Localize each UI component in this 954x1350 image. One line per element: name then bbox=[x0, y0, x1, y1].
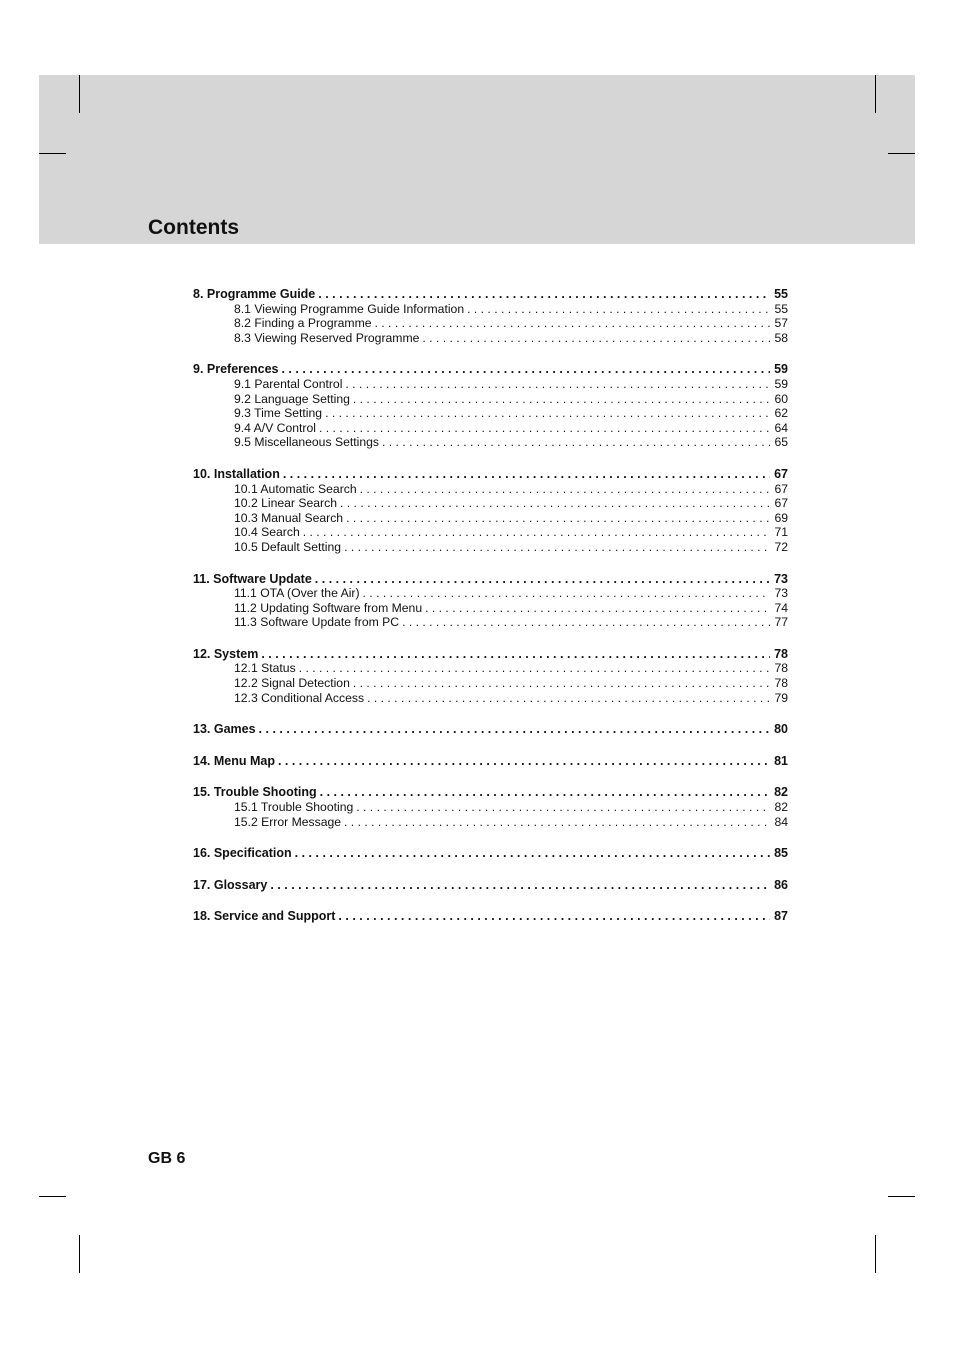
dot-leader bbox=[375, 316, 771, 331]
dot-leader bbox=[345, 377, 770, 392]
toc-entry-page: 72 bbox=[774, 539, 788, 554]
toc-entry-page: 78 bbox=[774, 661, 788, 676]
toc-entry-label: 10.3 Manual Search bbox=[234, 510, 344, 525]
dot-leader bbox=[353, 392, 771, 407]
toc-entry-page: 82 bbox=[774, 800, 788, 815]
dot-leader bbox=[360, 482, 771, 497]
dot-leader bbox=[344, 540, 770, 555]
toc-entry-label: 10.1 Automatic Search bbox=[234, 481, 357, 496]
toc-entry-page: 85 bbox=[774, 846, 788, 861]
toc-entry-label: 8.3 Viewing Reserved Programme bbox=[234, 330, 420, 345]
toc-entry-label: 11.1 OTA (Over the Air) bbox=[234, 586, 360, 601]
dot-leader bbox=[346, 511, 770, 526]
toc-entry-label: 12. System bbox=[193, 646, 259, 661]
crop-mark bbox=[79, 75, 80, 113]
toc-entry-label: 9.3 Time Setting bbox=[234, 406, 323, 421]
dot-leader bbox=[356, 800, 770, 815]
toc-entry-page: 78 bbox=[774, 676, 788, 691]
dot-leader bbox=[367, 691, 770, 706]
toc-subsection-entry[interactable] bbox=[193, 435, 788, 450]
toc-subsection-entry[interactable] bbox=[193, 691, 788, 706]
toc-entry-page: 71 bbox=[774, 525, 788, 540]
dot-leader bbox=[278, 754, 770, 769]
dot-leader bbox=[318, 287, 770, 302]
dot-leader bbox=[363, 586, 771, 601]
toc-entry-label: 10.4 Search bbox=[234, 525, 300, 540]
toc-chapter-entry[interactable] bbox=[193, 846, 788, 861]
dot-leader bbox=[344, 815, 770, 830]
toc-entry-label: 12.2 Signal Detection bbox=[234, 676, 350, 691]
page-number: GB 6 bbox=[148, 1150, 186, 1167]
toc-entry-page: 67 bbox=[774, 466, 788, 481]
toc-entry-page: 67 bbox=[774, 481, 788, 496]
toc-entry-label: 13. Games bbox=[193, 722, 256, 737]
dot-leader bbox=[319, 421, 770, 436]
toc-section bbox=[193, 754, 788, 769]
toc-entry-label: 11.3 Software Update from PC bbox=[234, 615, 400, 630]
toc-entry-page: 73 bbox=[774, 586, 788, 601]
toc-chapter-entry[interactable] bbox=[193, 467, 788, 482]
toc-chapter-entry[interactable] bbox=[193, 754, 788, 769]
toc-entry-label: 12.1 Status bbox=[234, 661, 296, 676]
toc-section bbox=[193, 878, 788, 893]
toc-entry-label: 10. Installation bbox=[193, 466, 280, 481]
toc-subsection-entry[interactable] bbox=[193, 392, 788, 407]
toc-section bbox=[193, 362, 788, 450]
dot-leader bbox=[338, 909, 770, 924]
dot-leader bbox=[295, 846, 770, 861]
toc-entry-label: 9.2 Language Setting bbox=[234, 391, 350, 406]
dot-leader bbox=[402, 615, 770, 630]
toc-section bbox=[193, 572, 788, 630]
toc-subsection-entry[interactable] bbox=[193, 377, 788, 392]
crop-mark bbox=[875, 75, 876, 113]
toc-entry-page: 77 bbox=[774, 615, 788, 630]
toc-subsection-entry[interactable] bbox=[193, 676, 788, 691]
toc-section bbox=[193, 909, 788, 924]
toc-section bbox=[193, 647, 788, 705]
toc-entry-label: 15.2 Error Message bbox=[234, 814, 342, 829]
table-of-contents bbox=[193, 287, 788, 941]
toc-entry-label: 11. Software Update bbox=[193, 571, 312, 586]
dot-leader bbox=[270, 878, 770, 893]
toc-entry-page: 62 bbox=[774, 406, 788, 421]
toc-chapter-entry[interactable] bbox=[193, 647, 788, 662]
toc-entry-label: 16. Specification bbox=[193, 846, 292, 861]
toc-subsection-entry[interactable] bbox=[193, 482, 788, 497]
toc-entry-label: 18. Service and Support bbox=[193, 909, 336, 924]
dot-leader bbox=[353, 676, 771, 691]
toc-entry-page: 55 bbox=[774, 287, 788, 301]
toc-entry-label: 8. Programme Guide bbox=[193, 287, 316, 301]
toc-entry-page: 58 bbox=[774, 330, 788, 345]
crop-mark bbox=[888, 1196, 915, 1197]
toc-entry-label: 8.2 Finding a Programme bbox=[234, 316, 372, 331]
dot-leader bbox=[283, 467, 770, 482]
dot-leader bbox=[422, 331, 770, 346]
toc-entry-page: 87 bbox=[774, 909, 788, 924]
toc-chapter-entry[interactable] bbox=[193, 362, 788, 377]
toc-subsection-entry[interactable] bbox=[193, 661, 788, 676]
toc-entry-label: 15.1 Trouble Shooting bbox=[234, 800, 354, 815]
crop-mark bbox=[888, 153, 915, 154]
dot-leader bbox=[303, 525, 771, 540]
dot-leader bbox=[261, 647, 770, 662]
toc-entry-page: 69 bbox=[774, 510, 788, 525]
toc-entry-page: 64 bbox=[774, 420, 788, 435]
toc-chapter-entry[interactable] bbox=[193, 722, 788, 737]
toc-entry-label: 9.4 A/V Control bbox=[234, 420, 316, 435]
toc-section bbox=[193, 846, 788, 861]
toc-subsection-entry[interactable] bbox=[193, 302, 788, 317]
toc-subsection-entry[interactable] bbox=[193, 586, 788, 601]
toc-entry-page: 74 bbox=[774, 600, 788, 615]
dot-leader bbox=[382, 435, 770, 450]
toc-subsection-entry[interactable] bbox=[193, 800, 788, 815]
toc-subsection-entry[interactable] bbox=[193, 540, 788, 555]
toc-entry-page: 82 bbox=[774, 785, 788, 800]
toc-entry-label: 14. Menu Map bbox=[193, 753, 275, 768]
toc-subsection-entry[interactable] bbox=[193, 615, 788, 630]
toc-section bbox=[193, 785, 788, 829]
toc-entry-page: 59 bbox=[774, 362, 788, 377]
toc-entry-page: 60 bbox=[774, 391, 788, 406]
dot-leader bbox=[315, 572, 770, 587]
toc-entry-page: 78 bbox=[774, 646, 788, 661]
toc-entry-page: 65 bbox=[774, 435, 788, 450]
toc-entry-label: 12.3 Conditional Access bbox=[234, 690, 365, 705]
toc-chapter-entry[interactable] bbox=[193, 785, 788, 800]
toc-chapter-entry[interactable] bbox=[193, 287, 788, 302]
toc-entry-label: 9.1 Parental Control bbox=[234, 376, 343, 391]
toc-entry-label: 15. Trouble Shooting bbox=[193, 785, 317, 800]
crop-mark bbox=[875, 1235, 876, 1273]
toc-entry-label: 9.5 Miscellaneous Settings bbox=[234, 435, 379, 450]
toc-entry-label: 10.2 Linear Search bbox=[234, 496, 337, 511]
toc-entry-page: 79 bbox=[774, 690, 788, 705]
crop-mark bbox=[39, 1196, 66, 1197]
toc-entry-page: 81 bbox=[774, 753, 788, 768]
toc-subsection-entry[interactable] bbox=[193, 406, 788, 421]
toc-entry-page: 86 bbox=[774, 877, 788, 892]
crop-mark bbox=[39, 153, 66, 154]
toc-chapter-entry[interactable] bbox=[193, 878, 788, 893]
toc-section bbox=[193, 287, 788, 345]
dot-leader bbox=[259, 722, 771, 737]
toc-entry-page: 67 bbox=[774, 496, 788, 511]
toc-subsection-entry[interactable] bbox=[193, 815, 788, 830]
toc-chapter-entry[interactable] bbox=[193, 572, 788, 587]
toc-section bbox=[193, 722, 788, 737]
toc-subsection-entry[interactable] bbox=[193, 601, 788, 616]
toc-entry-label: 17. Glossary bbox=[193, 877, 268, 892]
toc-entry-label: 8.1 Viewing Programme Guide Information bbox=[234, 301, 465, 316]
toc-entry-page: 84 bbox=[774, 814, 788, 829]
toc-entry-label: 9. Preferences bbox=[193, 362, 279, 377]
dot-leader bbox=[299, 661, 771, 676]
toc-entry-label: 10.5 Default Setting bbox=[234, 539, 342, 554]
toc-section bbox=[193, 467, 788, 555]
crop-mark bbox=[79, 1235, 80, 1273]
dot-leader bbox=[425, 601, 770, 616]
toc-chapter-entry[interactable] bbox=[193, 909, 788, 924]
dot-leader bbox=[320, 785, 770, 800]
toc-entry-label: 11.2 Updating Software from Menu bbox=[234, 600, 423, 615]
toc-entry-page: 57 bbox=[774, 316, 788, 331]
toc-subsection-entry[interactable] bbox=[193, 331, 788, 346]
dot-leader bbox=[467, 302, 770, 317]
toc-subsection-entry[interactable] bbox=[193, 496, 788, 511]
toc-subsection-entry[interactable] bbox=[193, 316, 788, 331]
toc-entry-page: 80 bbox=[774, 722, 788, 737]
dot-leader bbox=[340, 496, 770, 511]
toc-entry-page: 73 bbox=[774, 571, 788, 586]
toc-entry-page: 59 bbox=[774, 376, 788, 391]
toc-subsection-entry[interactable] bbox=[193, 525, 788, 540]
page-title: Contents bbox=[148, 216, 239, 239]
dot-leader bbox=[325, 406, 770, 421]
toc-subsection-entry[interactable] bbox=[193, 511, 788, 526]
toc-entry-page: 55 bbox=[774, 301, 788, 316]
dot-leader bbox=[281, 362, 770, 377]
toc-subsection-entry[interactable] bbox=[193, 421, 788, 436]
